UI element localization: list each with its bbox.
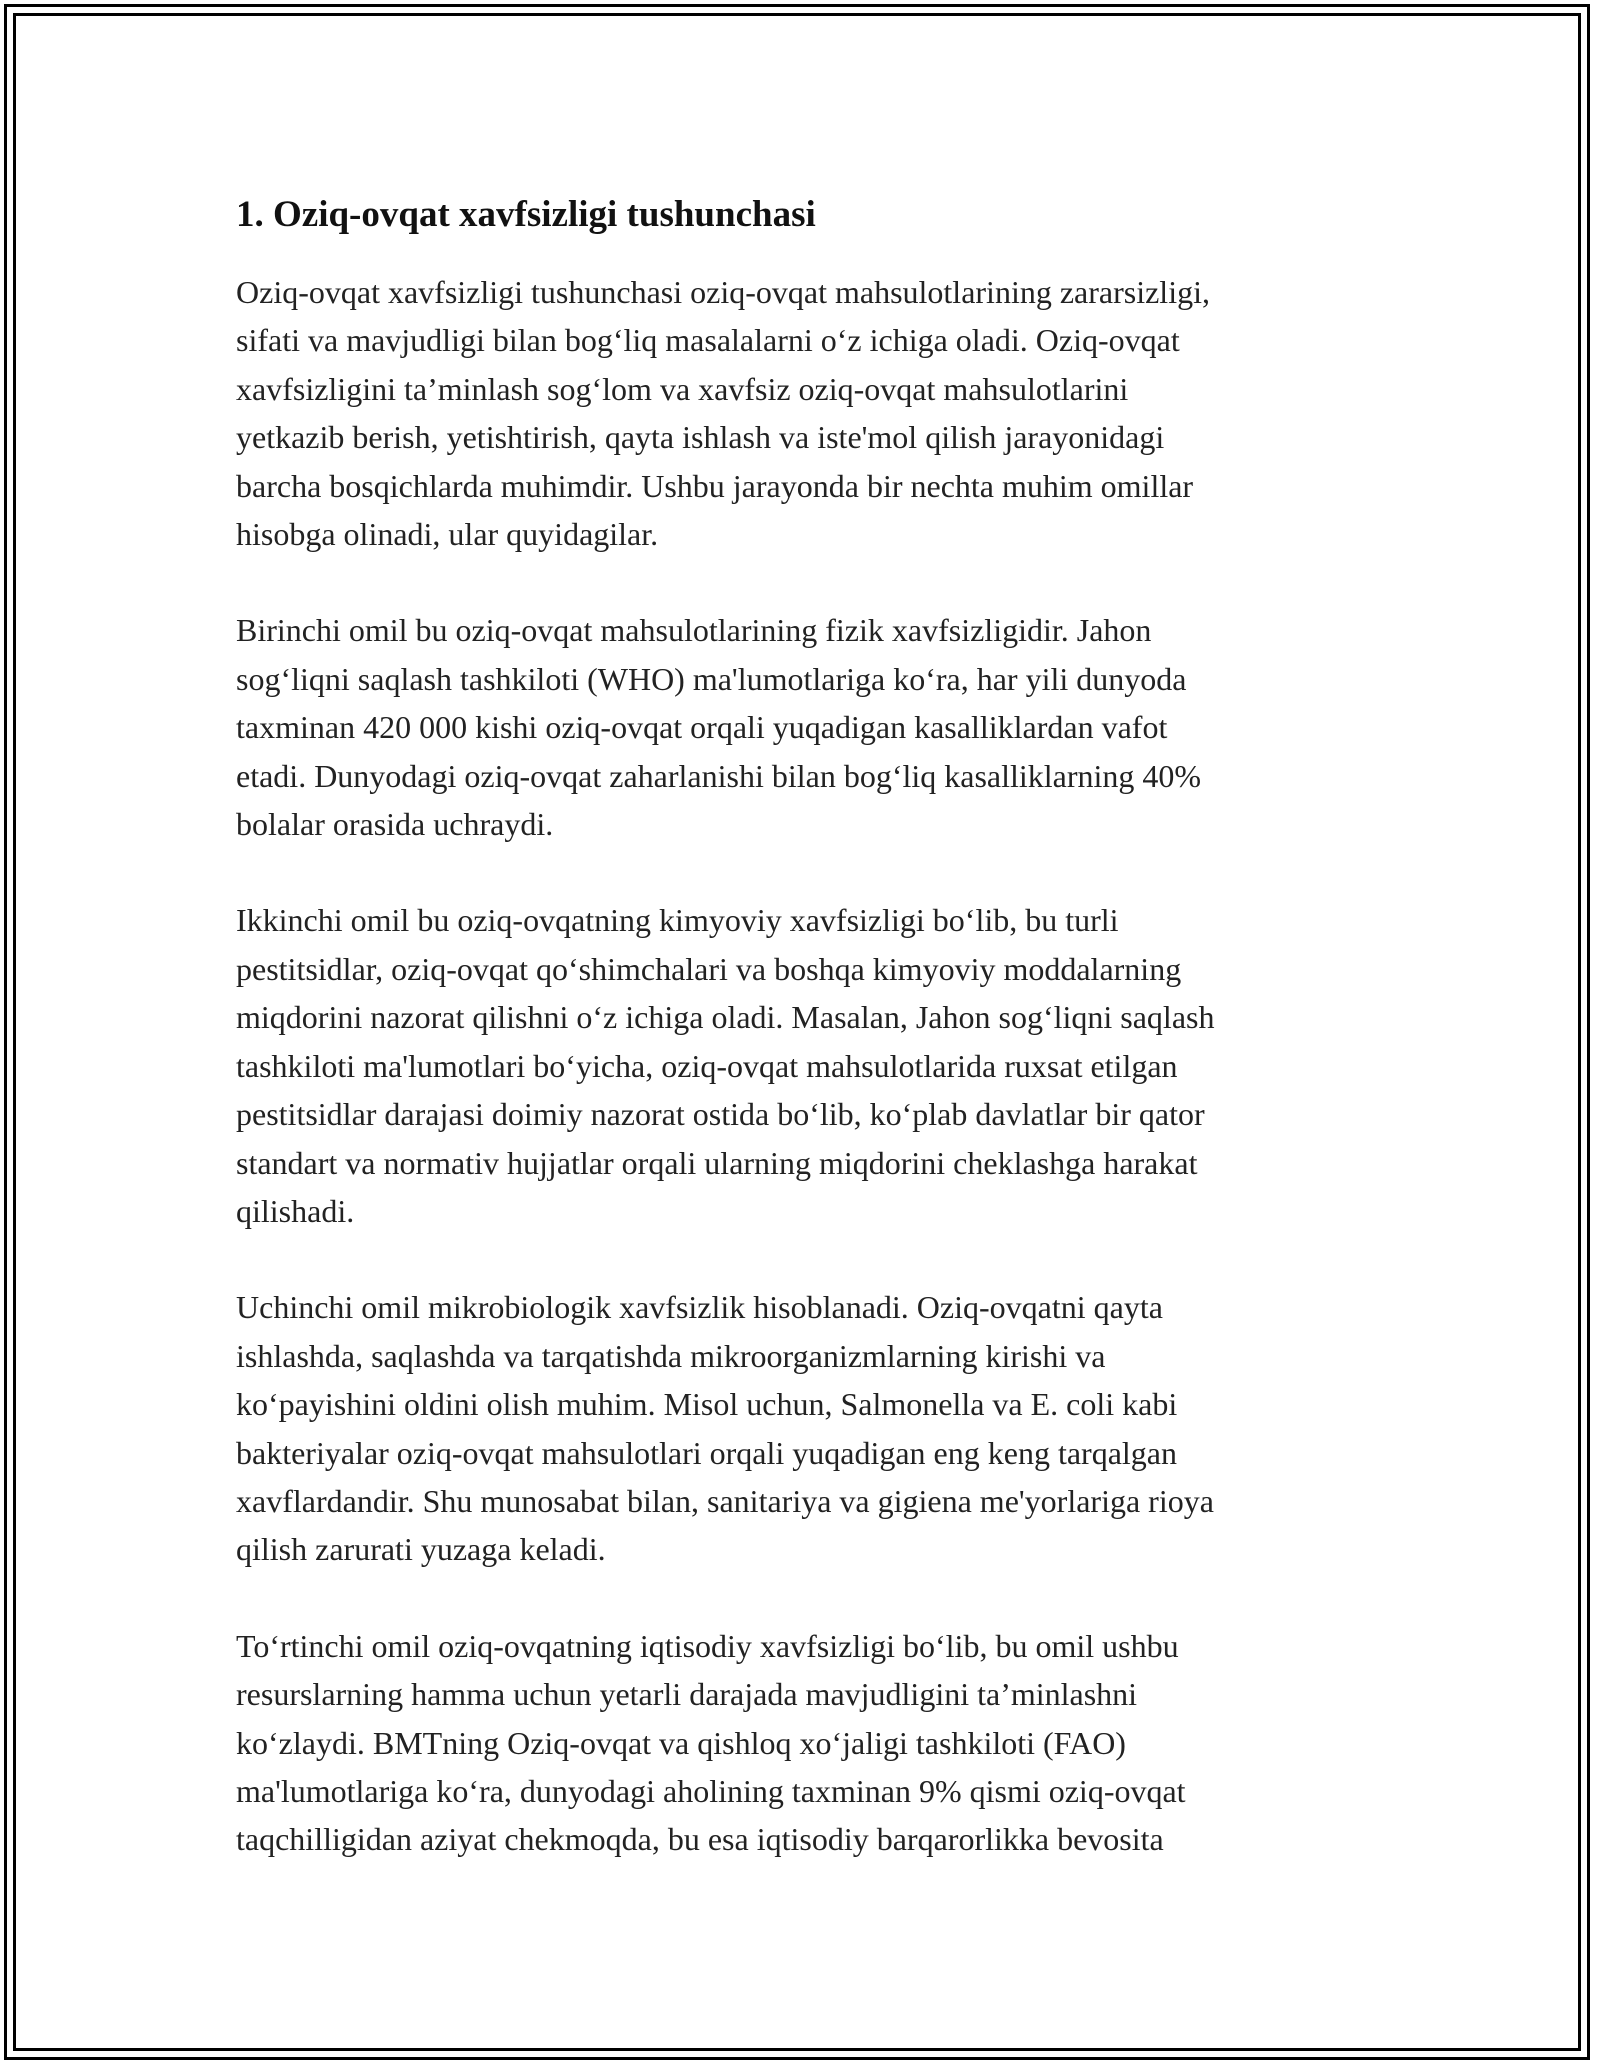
paragraph-fourth-factor: To‘rtinchi omil oziq-ovqatning iqtisodiy xavfsizligi bo‘lib, bu omil ushbu resurslarning hamma uchun yetarli darajada mavjudligini ta’minlashni ko‘zlaydi. BMTning Oziq-ovqat va qishloq xo‘jaligi tashkiloti (FAO) ma'lumotlariga ko‘ra, dunyodagi aholining taxminan 9% qismi oziq-ovqat taqchilligidan aziyat chekmoqda, bu esa iqtisodiy barqarorlikka bevosita [236,1627,1186,1858]
paragraph-intro: Oziq-ovqat xavfsizligi tushunchasi oziq-ovqat mahsulotlarining zararsizligi, sifati va mavjudligi bilan bog‘liq masalalarni o‘z ichiga oladi. Oziq-ovqat xavfsizligini ta’minlash sog‘lom va xavfsiz oziq-ovqat mahsulotlarini yetkazib berish, yetishtirish, qayta ishlash va iste'mol qilish jarayonidagi barcha bosqichlarda muhimdir. Ushbu jarayonda bir nechta muhim omillar hisobga olinadi, ular quyidagilar. [236,274,1210,553]
paragraph-first-factor: Birinchi omil bu oziq-ovqat mahsulotlarining fizik xavfsizligidir. Jahon sog‘liqni saqlash tashkiloti (WHO) ma'lumotlariga ko‘ra, har yili dunyoda taxminan 420 000 kishi oziq-ovqat orqali yuqadigan kasalliklardan vafot etadi. Dunyodagi oziq-ovqat zaharlanishi bilan bog‘liq kasalliklarning 40% bolalar orasida uchraydi. [236,612,1202,843]
paragraph-second-factor: Ikkinchi omil bu oziq-ovqatning kimyoviy xavfsizligi bo‘lib, bu turli pestitsidlar, oziq-ovqat qo‘shimchalari va boshqa kimyoviy moddalarning miqdorini nazorat qilishni o‘z ichiga oladi. Masalan, Jahon sog‘liqni saqlash tashkiloti ma'lumotlari bo‘yicha, oziq-ovqat mahsulotlarida ruxsat etilgan pestitsidlar darajasi doimiy nazorat ostida bo‘lib, ko‘plab davlatlar bir qator standart va normativ hujjatlar orqali ularning miqdorini cheklashga harakat qilishadi. [236,902,1215,1229]
page-content [236,180,1366,1912]
section-heading: 1. Oziq-ovqat xavfsizligi tushunchasi [236,194,816,235]
paragraph-third-factor: Uchinchi omil mikrobiologik xavfsizlik hisoblanadi. Oziq-ovqatni qayta ishlashda, saqlashda va tarqatishda mikroorganizmlarning kirishi va ko‘payishini oldini olish muhim. Misol uchun, Salmonella va E. coli kabi bakteriyalar oziq-ovqat mahsulotlari orqali yuqadigan eng keng tarqalgan xavflardandir. Shu munosabat bilan, sanitariya va gigiena me'yorlariga rioya qilish zarurati yuzaga keladi. [236,1289,1214,1568]
